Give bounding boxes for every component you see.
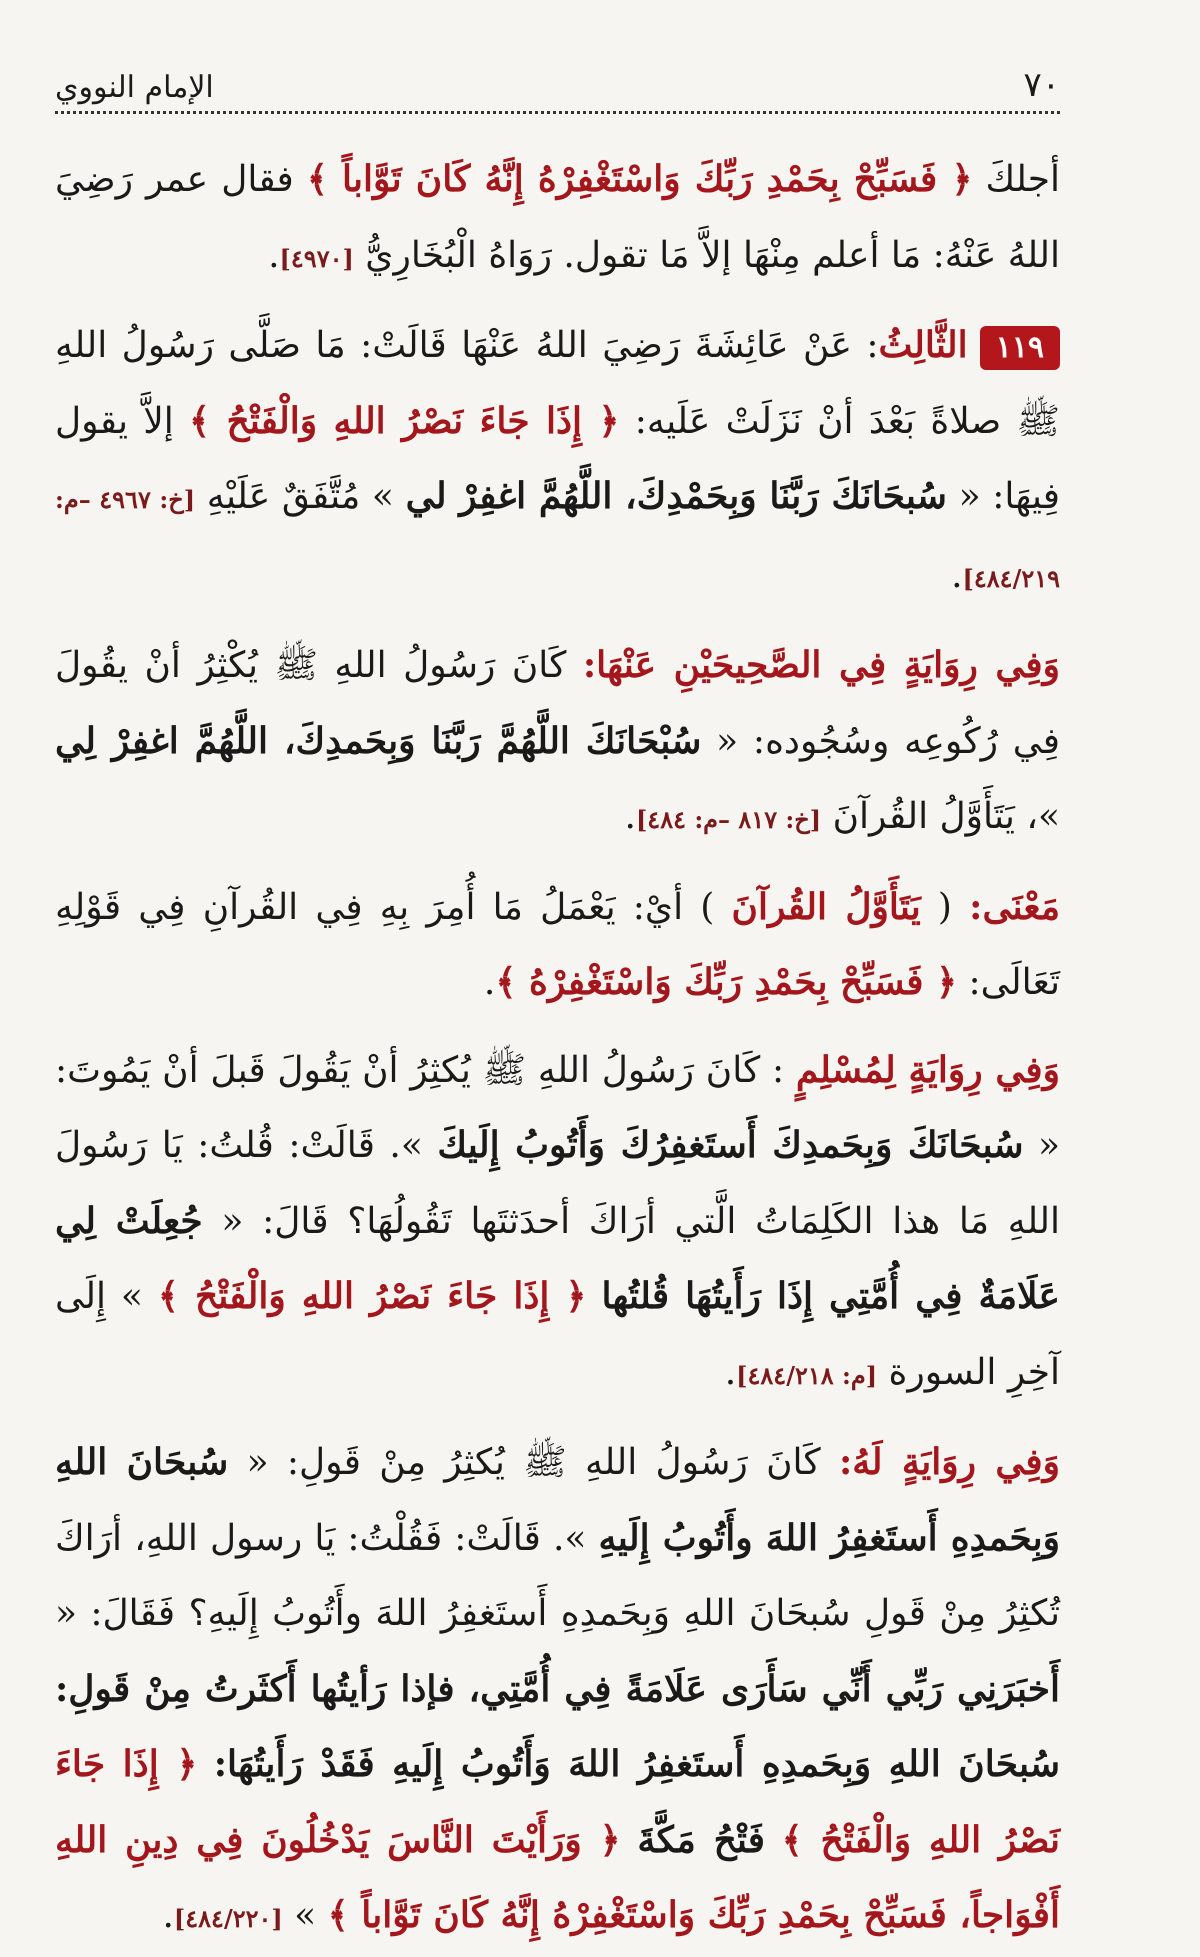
hadith-text: سُبحَانَ اللهِ وَبِحَمدِهِ أَستَغفِرُ اللهَ وأَتُوبُ إِلَيهِ: [55, 1441, 1060, 1559]
hadith-text: فَتْحُ مَكَّةَ: [637, 1818, 765, 1861]
text: .: [162, 1895, 174, 1936]
quran-quote: ﴿ إِذَا جَاءَ نَصْرُ اللهِ وَالْفَتْحُ ﴾: [157, 1275, 587, 1317]
quran-quote: ﴿ إِذَا جَاءَ نَصْرُ اللهِ وَالْفَتْحُ ﴾: [189, 399, 620, 442]
explanation-lead: مَعْنَى:: [969, 885, 1060, 928]
text: ». قَالَتْ: قُلتُ: يَا رَسُولَ اللهِ مَا هذا الكَلِمَاتُ الَّتي أرَاكَ أحدَثتَها تَقُولُهَا؟ قَالَ: «: [55, 1125, 1060, 1242]
quran-quote: ﴿ فَسَبِّحْ بِحَمْدِ رَبِّكَ وَاسْتَغْفِرْهُ ﴾: [495, 961, 958, 1003]
hadith-reference: [٤٩٧٠]: [279, 243, 354, 273]
text: ». قَالَتْ: فَقُلْتُ: يَا رسول اللهِ، أرَاكَ تُكثِرُ مِنْ قَولِ سُبحَانَ اللهِ وَبِحَمدِهِ أَستَغفِرُ اللهَ وأَتُوبُ إِلَيهِ؟ فَقَالَ: «: [55, 1517, 1060, 1634]
text: .: [624, 796, 636, 837]
text: [197, 1744, 213, 1785]
quran-quote: ﴿ وَرَأَيْتَ النَّاسَ يَدْخُلُونَ فِي دِينِ اللهِ أَفْوَاجاً، فَسَبِّحْ بِحَمْدِ رَبِّكَ وَاسْتَغْفِرْهُ إِنَّهُ كَانَ تَوَّاباً ﴾: [55, 1818, 1060, 1936]
text: .: [268, 234, 280, 276]
text: : كَانَ رَسُولُ اللهِ ﷺ يُكثِرُ أنْ يَقُولَ قَبلَ أنْ يَمُوتَ: «: [55, 1049, 1061, 1166]
narration-lead: وَفِي رِوَايَةٍ لِمُسْلِمٍ: [795, 1048, 1060, 1091]
hadith-text: سُبحَانَكَ وَبِحَمدِكَ أَستَغفِرُكَ وَأَتُوبُ إِلَيكَ: [437, 1124, 1024, 1166]
explained-term: يَتَأَوَّلُ القُرآنَ: [731, 885, 921, 928]
text: فقال عمر رَضِيَ اللهُ عَنْهُ: مَا أعلم مِنْهَا إلاَّ مَا تقول. رَوَاهُ الْبُخَارِيُّ: [55, 159, 1060, 276]
page-body: [55, 142, 1060, 1957]
narration-lead: وَفِي رِوَايَةٍ فِي الصَّحِيحَيْنِ عَنْهَا:: [582, 644, 1060, 686]
hadith-title: الثَّالِثُ: [878, 324, 968, 366]
hadith-text: سُبْحَانَكَ اللَّهُمَّ رَبَّنَا وَبِحَمدِكَ، اللَّهُمَّ اغفِرْ لِي: [55, 719, 702, 762]
text: كَانَ رَسُولُ اللهِ ﷺ يُكْثِرُ أنْ يقُولَ فِي رُكُوعِه وسُجُوده: «: [55, 645, 1060, 762]
text: (: [920, 886, 970, 928]
text: [765, 1820, 782, 1861]
narration-lead: وَفِي رِوَايَةٍ لَهُ:: [838, 1441, 1060, 1483]
page-number: ٧٠: [1023, 65, 1060, 105]
text: »، يَتَأَوَّلُ القُرآنَ: [821, 796, 1060, 837]
paragraph-2: [55, 308, 1060, 616]
hadith-reference: [خ: ٤٩٦٧ –م: ٤٨٤/٢١٩]: [55, 485, 1060, 593]
hadith-text: أَخبَرَنِي رَبِّي أَنِّي سَأَرَى عَلَامَةً فِي أُمَّتِي، فإذا رَأيتُها أَكثَرتُ مِنْ قَولِ: سُبحَانَ اللهِ وَبِحَمدِهِ أَستَغفِرُ اللهَ وَأَتُوبُ إِلَيهِ فَقَدْ رَأَيتُهَا:: [55, 1667, 1060, 1785]
paragraph-3: [55, 628, 1060, 858]
hadith-text: جُعِلَتْ لِي عَلَامَةٌ فِي أُمَّتِي إِذَا رَأَيتُهَا قُلتُها: [55, 1199, 1061, 1317]
paragraph-5: [55, 1033, 1060, 1414]
text: » مُتَّفَقٌ عَلَيْهِ: [195, 476, 406, 517]
paragraph-4: [55, 870, 1060, 1021]
text: [621, 1820, 638, 1861]
text: .: [724, 1351, 737, 1393]
text: ) أيْ: يَعْمَلُ مَا أُمِرَ بِهِ فِي القُرآنِ فِي قَوْلِهِ تَعَالَى:: [55, 886, 1060, 1003]
page-header: [55, 55, 1060, 114]
quran-quote: ﴿ إِذَا جَاءَ نَصْرُ اللهِ وَالْفَتْحُ ﴾: [55, 1743, 1060, 1861]
text: : عَنْ عَائِشَةَ رَضِيَ اللهُ عَنْهَا قَالَتْ: مَا صَلَّى رَسُولُ اللهِ ﷺ صلاةً بَعْدَ أنْ نَزَلَتْ عَلَيه:: [55, 325, 1060, 442]
quran-quote: ﴿ فَسَبِّحْ بِحَمْدِ رَبِّكَ وَاسْتَغْفِرْهُ إِنَّهُ كَانَ تَوَّاباً ﴾: [306, 158, 973, 200]
text: »: [282, 1895, 328, 1936]
text: كَانَ رَسُولُ اللهِ ﷺ يُكثِرُ مِنْ قَولِ: «: [228, 1442, 839, 1483]
text: إلاَّ يقول فِيهَا: «: [55, 400, 1060, 517]
text: .: [483, 962, 496, 1003]
paragraph-1: [55, 142, 1060, 296]
text: .: [951, 554, 963, 596]
hadith-reference: [م: ٤٨٤/٢١٨]: [736, 1360, 878, 1390]
text: [587, 1276, 602, 1317]
hadith-reference: [خ: ٨١٧ –م: ٤٨٤]: [635, 805, 822, 834]
text: » إِلَى آخِرِ السورة: [55, 1276, 1060, 1393]
hadith-reference: [٤٨٤/٢٢٠]: [173, 1904, 283, 1933]
hadith-text: سُبحَانَكَ رَبَّنَا وَبِحَمْدِكَ، اللَّهُمَّ اغفِرْ لي: [405, 475, 947, 517]
paragraph-6: [55, 1425, 1060, 1957]
running-title: الإمام النووي: [55, 70, 214, 105]
text: أجلكَ: [972, 159, 1060, 200]
hadith-number-badge: ١١٩: [980, 326, 1060, 370]
